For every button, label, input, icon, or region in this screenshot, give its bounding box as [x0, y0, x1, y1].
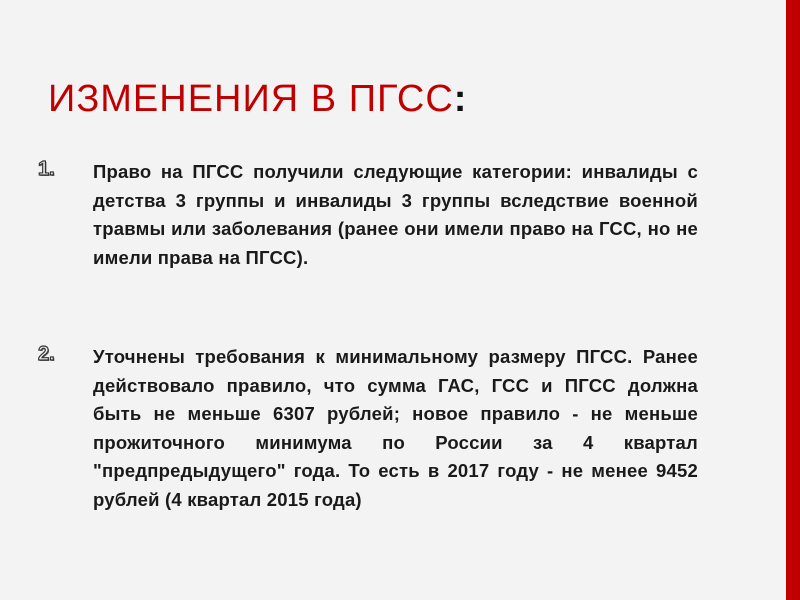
list-item-text: Право на ПГСС получили следующие категории: инвалиды с детства 3 группы и инвалиды 3 группы вследствие военной травмы или заболевания (ранее они имели право на ГСС, но не имели права на ПГСС). [93, 161, 698, 268]
list-item-number: 1. [38, 158, 55, 180]
slide-title-colon: : [453, 78, 468, 120]
slide-title-text: ИЗМЕНЕНИЯ В ПГСС [48, 78, 454, 120]
slide-title [48, 78, 467, 121]
list-item-number: 2. [38, 343, 55, 365]
accent-bar [786, 0, 800, 600]
list-item-text: Уточнены требования к минимальному размеру ПГСС. Ранее действовало правило, что сумма ГАС, ГСС и ПГСС должна быть не меньше 6307 рублей; новое правило - не меньше прожиточного минимума по России за 4 квартал "предпредыдущего" года. То есть в 2017 году - не менее 9452 рублей (4 квартал 2015 года) [93, 346, 698, 510]
